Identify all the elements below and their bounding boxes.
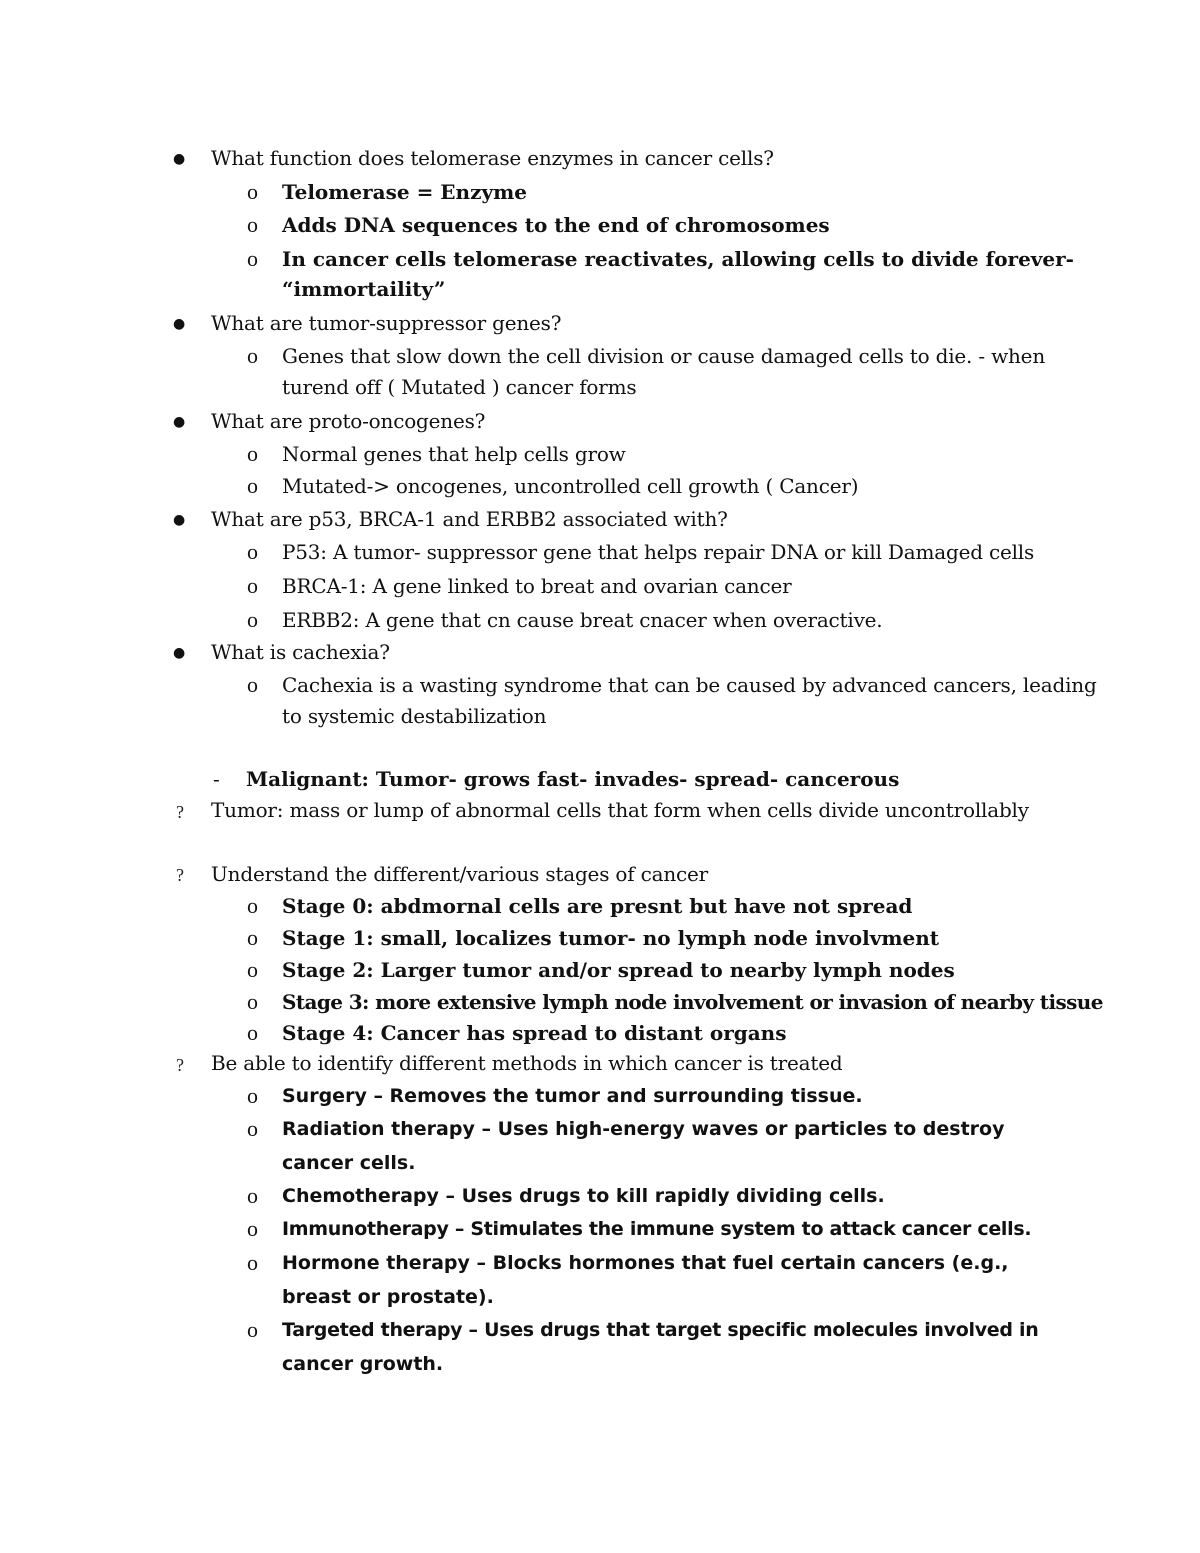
- unknown-glyph-marker: ?: [176, 865, 184, 885]
- question-proto-oncogenes: What are proto-oncogenes?: [211, 409, 486, 433]
- answer-text: Cachexia is a wasting syndrome that can be caused by advanced cancers, leading: [282, 673, 1097, 697]
- answer-text: P53: A tumor- suppressor gene that helps repair DNA or kill Damaged cells: [282, 540, 1035, 564]
- answer-text: Genes that slow down the cell division or cause damaged cells to die. - when: [282, 344, 1046, 368]
- answer-text: Adds DNA sequences to the end of chromosomes: [282, 213, 830, 237]
- bullet-marker: ●: [173, 151, 186, 167]
- question-cachexia: What is cachexia?: [211, 640, 390, 664]
- stage-item: Stage 2: Larger tumor and/or spread to nearby lymph nodes: [282, 958, 955, 982]
- stage-item: Stage 3: more extensive lymph node involvement or invasion of nearby tissue: [282, 990, 1103, 1014]
- unknown-glyph-marker: ?: [176, 802, 184, 822]
- answer-text: Telomerase = Enzyme: [282, 180, 527, 204]
- sub-marker: o: [247, 1317, 258, 1342]
- sub-marker: o: [247, 246, 258, 271]
- sub-marker: o: [247, 441, 258, 466]
- treatment-item: cancer cells.: [282, 1152, 416, 1174]
- bullet-marker: ●: [173, 414, 186, 430]
- malignant-definition: Malignant: Tumor- grows fast- invades- spread- cancerous: [246, 767, 900, 791]
- sub-marker: o: [247, 573, 258, 598]
- sub-marker: o: [247, 1020, 258, 1045]
- sub-marker: o: [247, 539, 258, 564]
- treatment-item: Surgery – Removes the tumor and surrounding tissue.: [282, 1085, 863, 1107]
- treatment-item: breast or prostate).: [282, 1286, 494, 1308]
- sub-marker: o: [247, 1116, 258, 1141]
- dash-marker: -: [213, 767, 220, 791]
- stage-item: Stage 0: abdmornal cells are presnt but have not spread: [282, 894, 913, 918]
- answer-text: In cancer cells telomerase reactivates, allowing cells to divide forever-: [282, 247, 1074, 271]
- treatment-item: Hormone therapy – Blocks hormones that fuel certain cancers (e.g.,: [282, 1252, 1009, 1274]
- sub-marker: o: [247, 343, 258, 368]
- sub-marker: o: [247, 957, 258, 982]
- unknown-glyph-marker: ?: [176, 1055, 184, 1075]
- sub-marker: o: [247, 1183, 258, 1208]
- answer-text: turend off ( Mutated ) cancer forms: [282, 375, 637, 399]
- sub-marker: o: [247, 672, 258, 697]
- sub-marker: o: [247, 212, 258, 237]
- answer-text: Mutated-> oncogenes, uncontrolled cell growth ( Cancer): [282, 474, 859, 498]
- answer-text: BRCA-1: A gene linked to breat and ovarian cancer: [282, 574, 792, 598]
- treatments-heading: Be able to identify different methods in which cancer is treated: [211, 1051, 843, 1075]
- sub-marker: o: [247, 893, 258, 918]
- stage-item: Stage 4: Cancer has spread to distant organs: [282, 1021, 787, 1045]
- stages-heading: Understand the different/various stages of cancer: [211, 862, 709, 886]
- treatment-item: Radiation therapy – Uses high-energy waves or particles to destroy: [282, 1118, 1005, 1140]
- sub-marker: o: [247, 1250, 258, 1275]
- tumor-definition: Tumor: mass or lump of abnormal cells that form when cells divide uncontrollably: [211, 798, 1029, 822]
- bullet-marker: ●: [173, 645, 186, 661]
- question-p53-brca: What are p53, BRCA-1 and ERBB2 associated with?: [211, 507, 728, 531]
- sub-marker: o: [247, 989, 258, 1014]
- sub-marker: o: [247, 179, 258, 204]
- treatment-item: cancer growth.: [282, 1353, 444, 1375]
- sub-marker: o: [247, 473, 258, 498]
- treatment-item: Chemotherapy – Uses drugs to kill rapidly dividing cells.: [282, 1185, 885, 1207]
- answer-text: ERBB2: A gene that cn cause breat cnacer when overactive.: [282, 608, 883, 632]
- treatment-item: Immunotherapy – Stimulates the immune system to attack cancer cells.: [282, 1218, 1032, 1240]
- sub-marker: o: [247, 1083, 258, 1108]
- question-tumor-suppressor: What are tumor-suppressor genes?: [211, 311, 562, 335]
- answer-text: “immortaility”: [282, 277, 446, 301]
- question-telomerase: What function does telomerase enzymes in cancer cells?: [211, 146, 774, 170]
- sub-marker: o: [247, 925, 258, 950]
- sub-marker: o: [247, 607, 258, 632]
- stage-item: Stage 1: small, localizes tumor- no lymph node involvment: [282, 926, 939, 950]
- bullet-marker: ●: [173, 316, 186, 332]
- sub-marker: o: [247, 1216, 258, 1241]
- answer-text: to systemic destabilization: [282, 704, 547, 728]
- bullet-marker: ●: [173, 512, 186, 528]
- treatment-item: Targeted therapy – Uses drugs that target specific molecules involved in: [282, 1319, 1039, 1341]
- answer-text: Normal genes that help cells grow: [282, 442, 626, 466]
